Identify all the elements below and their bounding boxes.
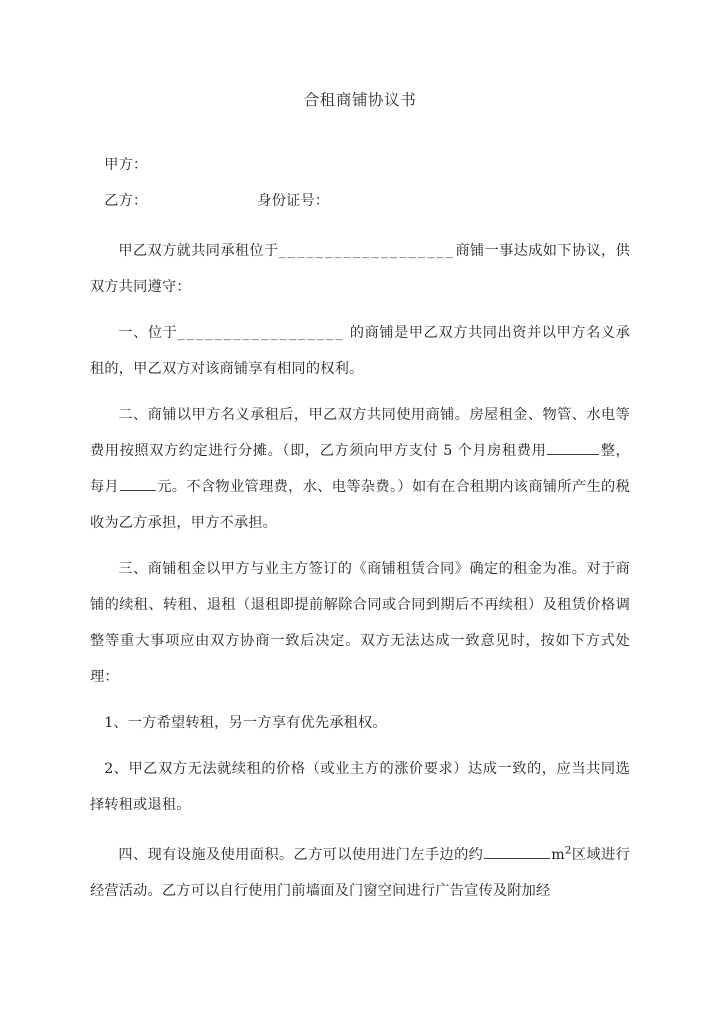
sub-item-2 [90,751,630,823]
sub-item-2-text: 甲乙双方无法就续租的价格（或业主方的涨价要求）达成一致的，应当共同选择转租或退租。 [90,761,630,813]
sub-item-1 [90,705,630,741]
clause-one-lead: 位于 [147,325,178,341]
clause-three-marker: 三、 [118,561,148,577]
spacer [90,695,630,705]
sub-item-2-marker: 2、 [104,761,129,777]
clause-four [90,837,630,909]
clause-two-part2: 整，每月 [90,443,630,495]
clause-two-part3: 元。不含物业管理费，水、电等杂费。）如有在合租期内该商铺所产生的税收为乙方承担，甲方不承担。 [90,479,630,531]
clause-one [90,315,630,387]
clause-four-area-blank[interactable] [484,845,550,859]
clause-one-marker: 一、 [118,325,148,341]
clause-four-unit-exponent: 2 [564,845,572,857]
clause-three [90,551,630,695]
clause-two [90,397,630,541]
spacer [90,305,630,315]
clause-four-part2: 区域进行经营活动。乙方可以自行使用门前墙面及门窗空间进行广告宣传及附加经 [90,847,631,899]
preamble-tail: 商铺一事达成如下协议，供双方共同遵守： [90,243,631,295]
page-title: 合租商铺协议书 [303,91,417,109]
spacer [90,541,630,551]
clause-one-blank[interactable]: __________________ [177,325,345,341]
clause-two-blank-total[interactable] [547,441,599,455]
preamble-blank[interactable]: ___________________ [278,243,456,259]
spacer [90,137,630,147]
sub-item-1-text: 一方希望转租，另一方享有优先承租权。 [127,715,387,731]
clause-one-tail: 的商铺是甲乙双方共同出资并以甲方名义承租的，甲乙双方对该商铺享有相同的权利。 [90,325,630,377]
clause-two-part1: 商铺以甲方名义承租后，甲乙双方共同使用商铺。房屋租金、物管、水电等费用按照双方约定进行分摊。（即，乙方须向甲方支付 5 个月房租费用 [90,407,630,459]
clause-four-unit: m [551,847,565,863]
clause-two-marker: 二、 [118,407,148,423]
clause-three-text: 商铺租金以甲方与业主方签订的《商铺租赁合同》确定的租金为准。对于商铺的续租、转租、退租（退租即提前解除合同或合同到期后不再续租）及租赁价格调整等重大事项应由双方协商一致后决定。双方无法达成一致意见时，按如下方式处理： [90,561,630,685]
spacer [90,219,630,233]
clause-two-blank-monthly[interactable] [120,477,156,491]
spacer [90,741,630,751]
preamble-lead: 甲乙双方就共同承租位于 [118,243,279,259]
party-a-label: 甲方： [104,157,148,173]
party-b-line [90,183,630,219]
spacer [90,823,630,837]
clause-four-marker: 四、 [118,847,148,863]
id-number-label: 身份证号： [257,193,330,209]
clause-four-part1: 现有设施及使用面积。乙方可以使用进门左手边的约 [147,847,484,863]
preamble-paragraph [90,233,630,305]
party-a-line [90,147,630,183]
spacer [90,387,630,397]
party-b-label: 乙方： [104,193,148,209]
sub-item-1-marker: 1、 [104,715,128,731]
